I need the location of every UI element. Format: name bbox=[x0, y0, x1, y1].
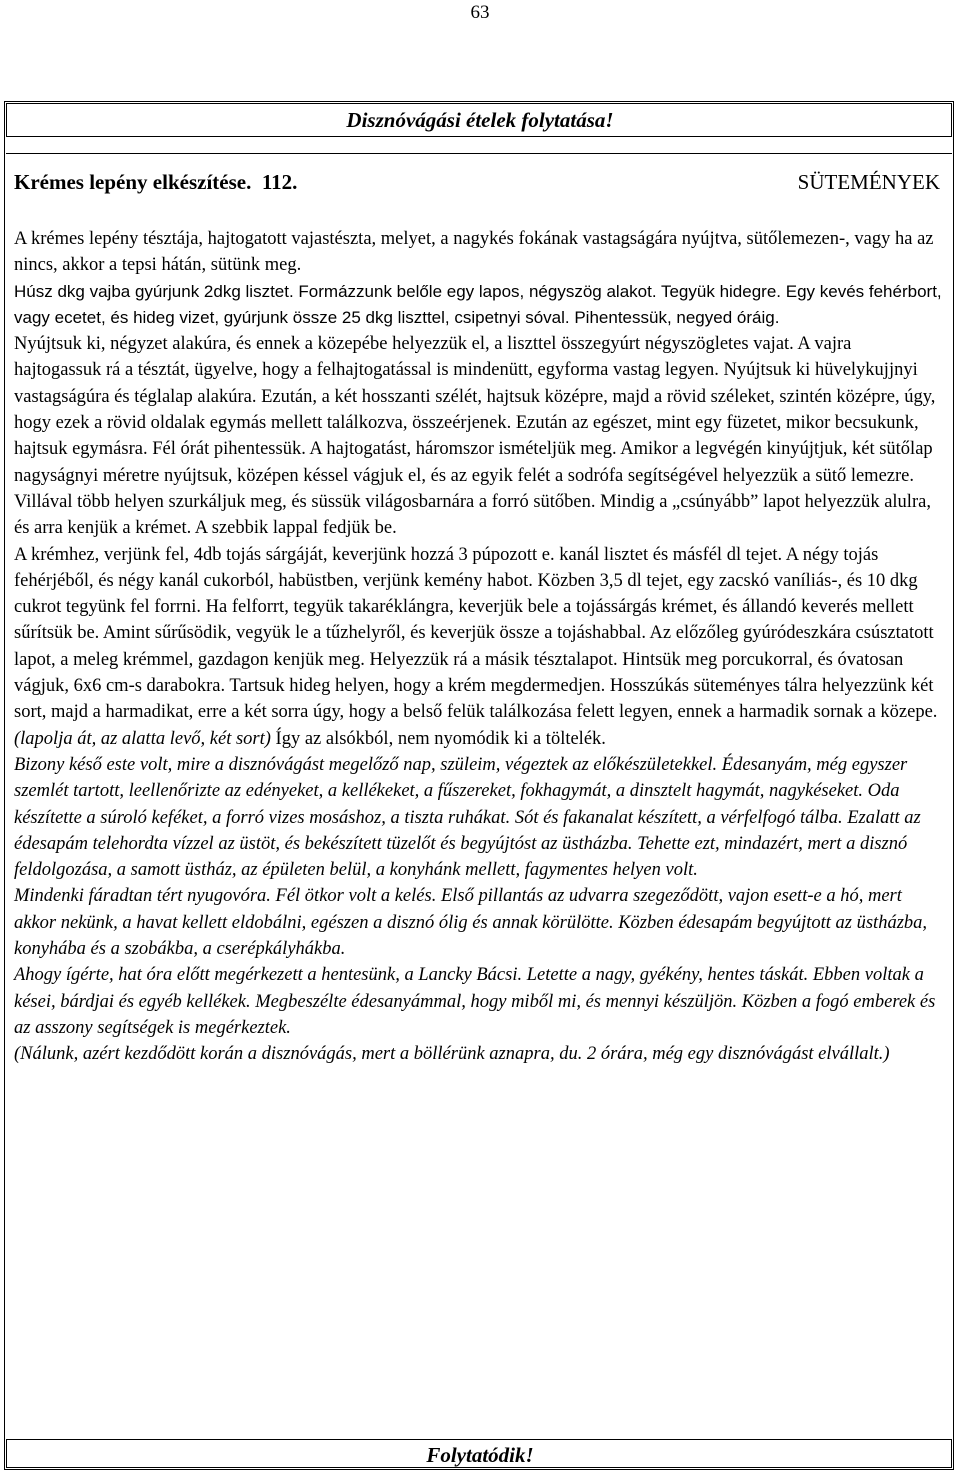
recipe-text bbox=[14, 226, 943, 1068]
story-paragraph-1: Bizony késő este volt, mire a disznóvágást megelőző nap, szüleim, végeztek az előkészületekkel. Édesanyám, még egyszer szemlét tartott, leellenőrizte az edényeket, a kellékeket, a fűszereket, fokhagymát, a dinsztelt hagymát, nagykéseket. Oda készítette a súroló keféket, a forró vizes mosáshoz, a tiszta ruhákat. Sót és fakanalat készített, a vérfelfogó tálba. Ezalatt az édesapám telehordta vízzel az üstöt, és bekészített tüzelőt és begyújtóst az üstházba. Tehette ezt, mindazért, mert a disznó feldolgozása, a samott üstház, az épületen belül, a konyhánk mellett, fagymentes helyen volt. bbox=[14, 754, 921, 881]
recipe-number: 112. bbox=[261, 170, 298, 194]
recipe-header bbox=[14, 168, 940, 196]
story-paragraph-2: Mindenki fáradtan tért nyugovóra. Fél ötkor volt a kelés. Első pillantás az udvarra szegeződött, vajon esett-e a hó, mert akkor nekünk, a havat kellett eldobálni, egészen a disznó ólig és annak körülötte. Közben édesapám begyújtott az üstházba, konyhába és a szobákba, a cserépkályhákba. bbox=[14, 886, 928, 960]
story-paragraph-4: (Nálunk, azért kezdődött korán a disznóvágás, mert a böllérünk aznapra, du. 2 órára, még egy disznóvágást elvállalt.) bbox=[14, 1044, 890, 1065]
dough-paragraph-1: Húsz dkg vajba gyúrjunk 2dkg lisztet. Formázzunk belőle egy lapos, négyszög alakot. Tegyük hidegre. Egy kevés fehérbort, vagy ecetet, és hideg vizet, gyúrjunk össze 25 dkg liszttel, csipetnyi sóval. Pihentessük, negyed óráig. bbox=[14, 281, 942, 327]
continuation-note: Folytatódik! bbox=[426, 1443, 534, 1467]
intro-paragraph: A krémes lepény tésztája, hajtogatott vajastészta, melyet, a nagykés fokának vastagságára nyújtva, sütőlemezen-, vagy ha az nincs, akkor a tepsi hátán, sütünk meg. bbox=[14, 229, 934, 276]
page-number: 63 bbox=[470, 2, 490, 23]
recipe-name: Krémes lepény elkészítése. bbox=[14, 170, 252, 194]
header-divider bbox=[6, 153, 952, 154]
story-paragraph-3: Ahogy ígérte, hat óra előtt megérkezett a hentesünk, a Lancky Bácsi. Letette a nagy, gyékény, hentes táskát. Ebben voltak a kései, bárdjai és egyéb kellékek. Megbeszélte édesanyámmal, hogy miből mi, és mennyi készüljön. Közben a fogó emberek és az asszony segítségek is megérkeztek. bbox=[14, 965, 936, 1038]
dough-paragraph-2: Nyújtsuk ki, négyzet alakúra, és ennek a közepébe helyezzük el, a liszttel összegyúrt négyszögletes vajat. A vajra hajtogassuk rá a tésztát, ügyelve, hogy a felhajtogatással is mindenütt, egyforma vastag legyen. Nyújtsuk ki hüvelykujjnyi vastagságúra és téglalap alakúra. Ezután, a két hosszanti szélét, hajtsuk középre, majd a rövid széleket, szintén középre, úgy, hogy ezek a rövid oldalak egymás mellett találkozva, összeérjenek. Ezután az egészet, mint egy füzetet, mikor becsukunk, hajtsuk egymásra. Fél órát pihentessük. A hajtogatást, háromszor ismételjük meg. Amikor a legvégén kinyújtjuk, két sütőlap nagyságnyi méretre nyújtsuk, középen késsel vágjuk el, és az egyik felét a sodrófa segítségével helyezzük a sütő lemezre. Villával több helyen szurkáljuk meg, és süssük világosbarnára a forró sütőben. Mindig a „csúnyább” lapot helyezzük alulra, és arra kenjük a krémet. A szebbik lappal fedjük be. bbox=[14, 334, 936, 539]
section-title: Disznóvágási ételek folytatása! bbox=[346, 108, 614, 132]
cream-end-text: Így az alsókból, nem nyomódik ki a töltelék. bbox=[270, 728, 606, 749]
cream-italic-note: (lapolja át, az alatta levő, két sort) bbox=[14, 728, 271, 749]
recipe-category: SÜTEMÉNYEK bbox=[797, 170, 940, 194]
cream-main-text: A krémhez, verjünk fel, 4db tojás sárgáját, keverjünk hozzá 3 púpozott e. kanál lisztet és másfél dl tejet. A négy tojás fehérjéből, és négy kanál cukorból, habüstben, verjünk kemény habot. Közben 3,5 dl tejet, egy zacskó vaníliás-, és 10 dkg cukrot tegyünk fel forrni. Ha felforrt, tegyük takaréklángra, keverjük bele a tojássárgás krémet, és állandó keverés mellett sűrítsük be. Amint sűrűsödik, vegyük le a tűzhelyről, és keverjük össze a tojáshabbal. Az előzőleg gyúródeszkára csúsztatott lapot, a meleg krémmel, gazdagon kenjük meg. Helyezzük rá a másik tésztalapot. Hintsük meg porcukorral, és óvatosan vágjuk, 6x6 cm-s darabokra. Tartsuk hideg helyen, hogy a krém megdermedjen. Hosszúkás süteményes tálra helyezzünk két sort, majd a harmadikat, erre a két sorra úgy, hogy a belső felük találkozása felett legyen, ennek a harmadik sornak a közepe. bbox=[14, 544, 938, 723]
recipe-title bbox=[14, 168, 297, 196]
cream-paragraph bbox=[14, 542, 943, 752]
